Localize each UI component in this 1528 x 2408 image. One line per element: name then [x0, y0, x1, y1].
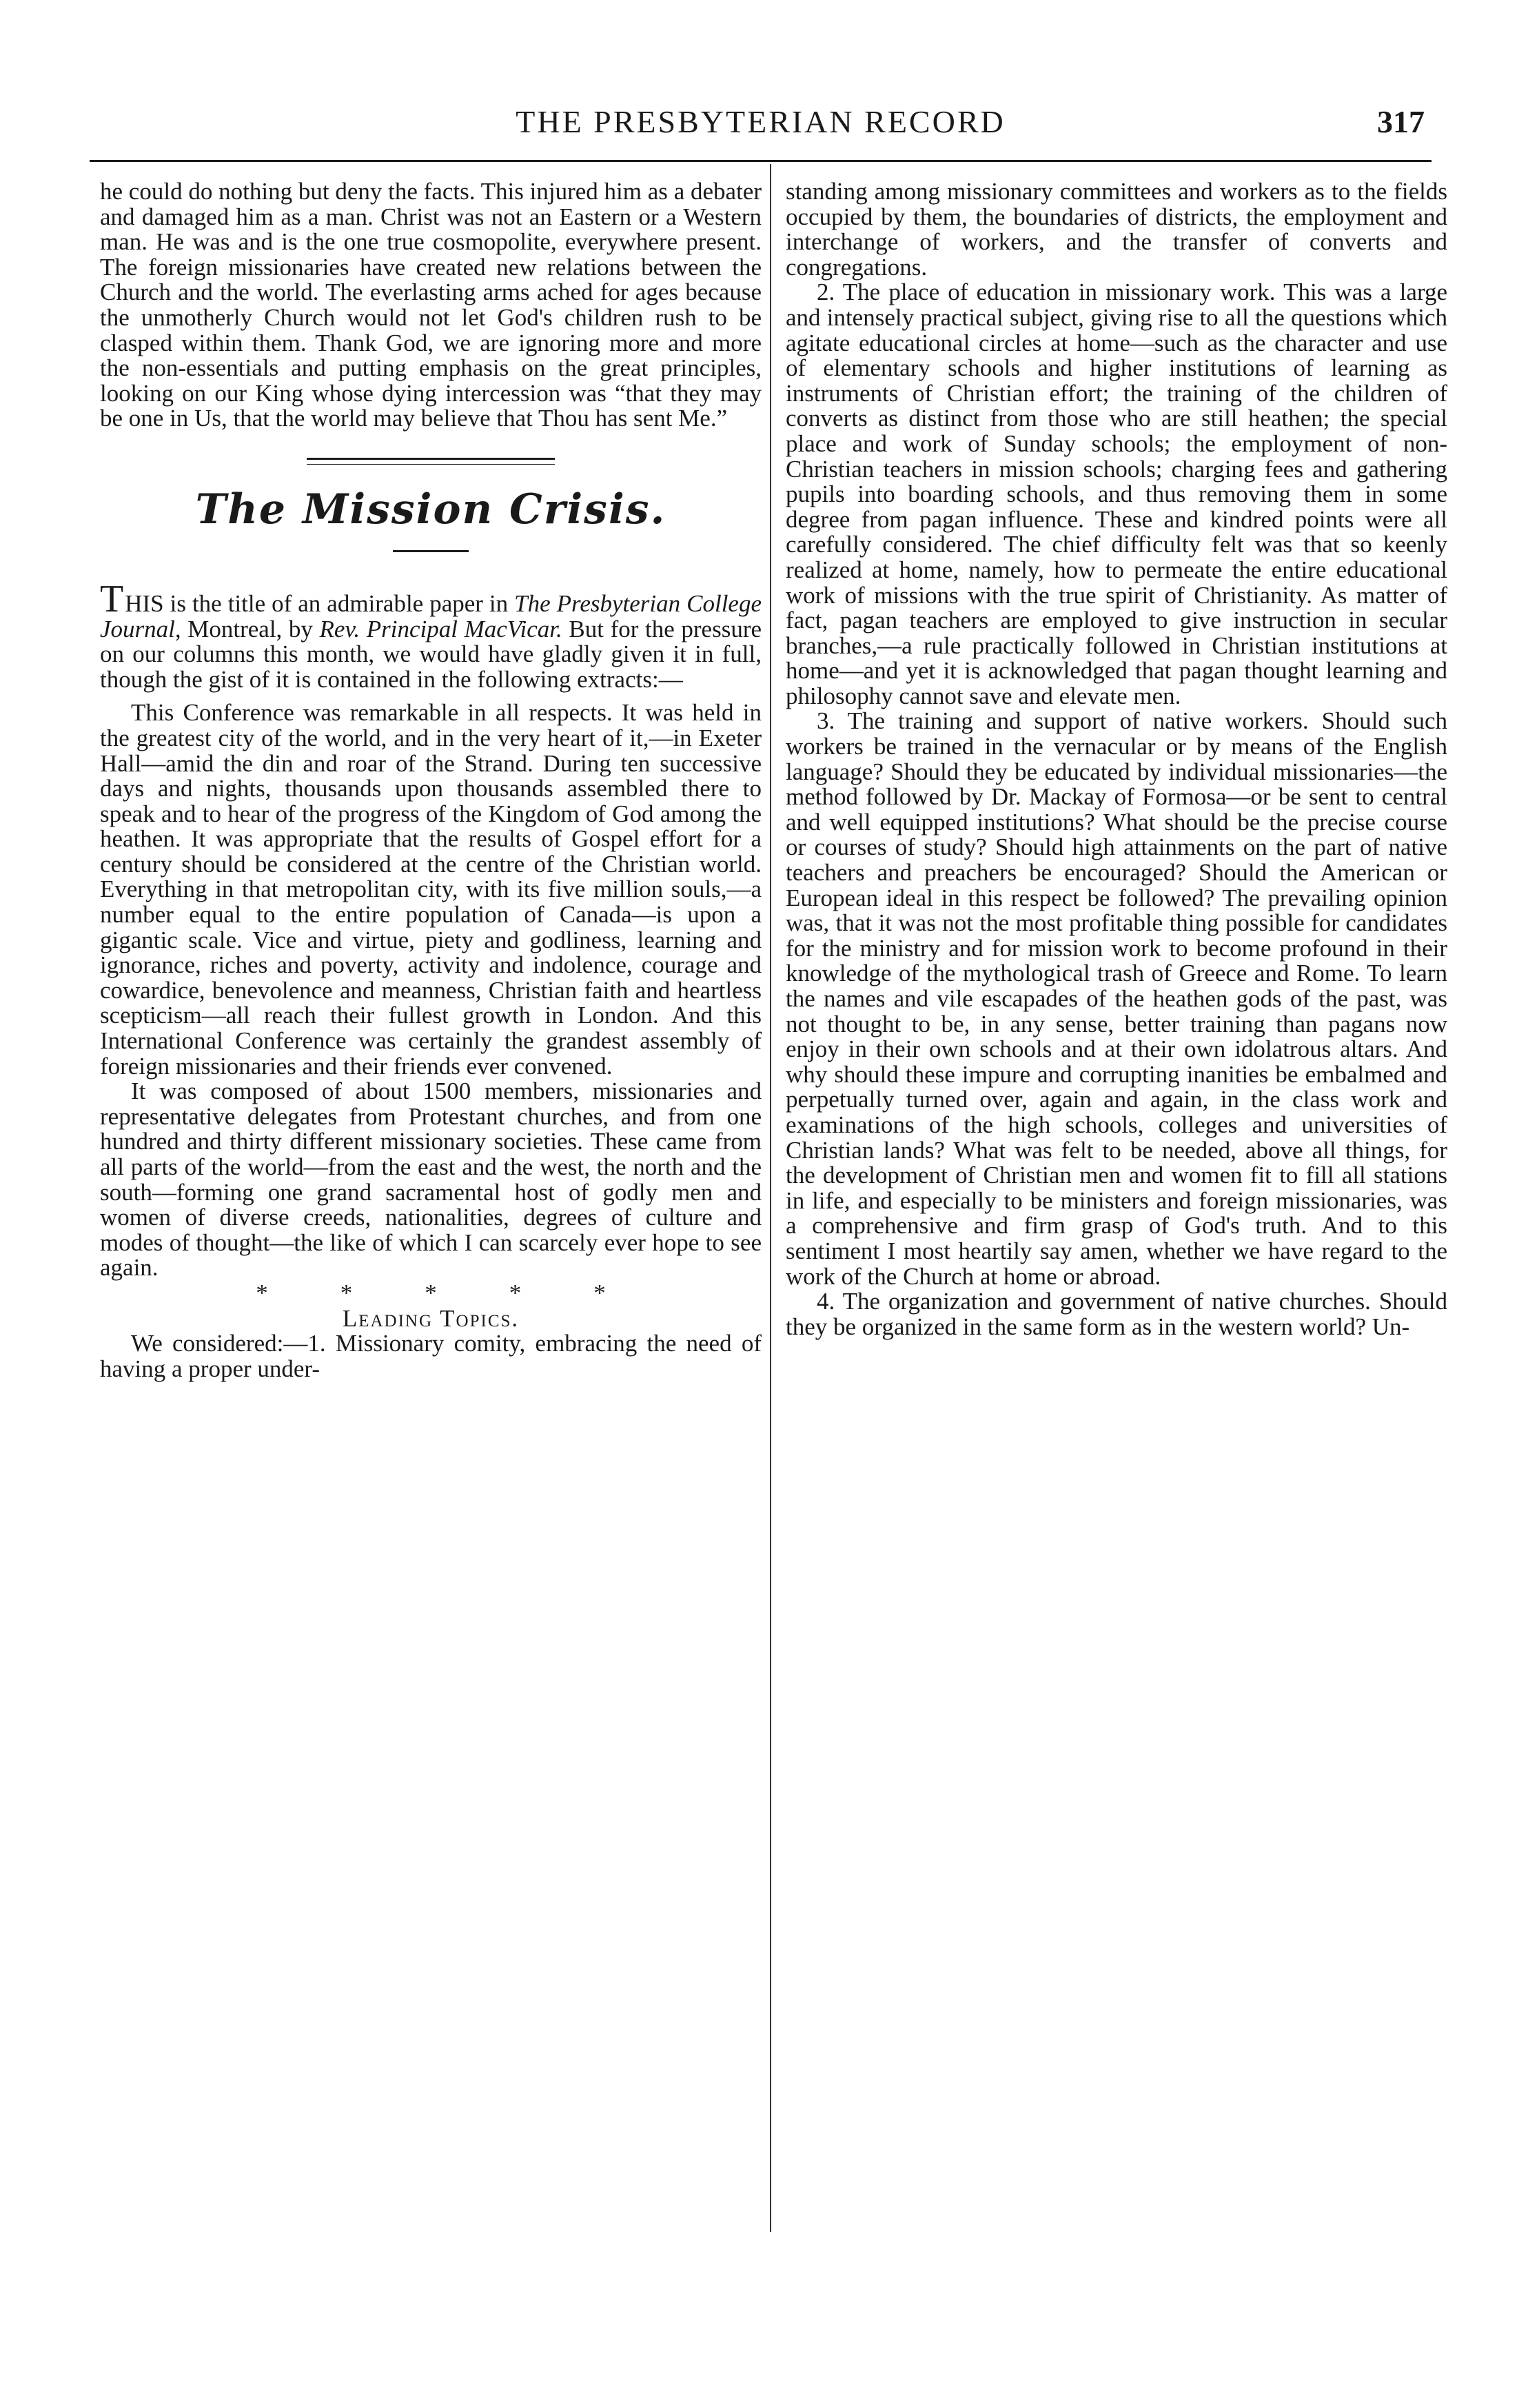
paragraph-education: 2. The place of education in missionary work. This was a large and intensely practical subject, giving rise to all the questions which agitate educational circles at home—such as the character and use of elementary schools and higher institutions of learning as instruments of Christian effort; the training of the children of converts as distinct from those who are still heathen; the special place and work of Sunday schools; the employment of non-Christian teachers in mission schools; charging fees and gathering pupils into boarding schools, and thus removing them in some degree from pagan influence. These and kindred points were all carefully considered. The chief difficulty felt was that so keenly realized at home, namely, how to permeate the entire educational work of missions with the true spirit of Christianity. As matter of fact, pagan teachers are employed to give instruction in secular branches,—a rule practically followed in Christian institutions at home—and yet it is acknowledged that pagan thought learning and philosophy cannot save and elevate men.	[786, 279, 1447, 709]
title-rule	[393, 550, 469, 552]
header-rule	[90, 160, 1432, 162]
drop-cap: T	[100, 577, 124, 620]
intro-text-c: But for the pressure on our columns this month, we would have gladly given it in full, though the gist of it is contained in the following extracts:—	[100, 615, 762, 693]
running-title: THE PRESBYTERIAN RECORD	[516, 104, 1006, 139]
right-column	[786, 179, 1447, 1339]
left-column	[100, 179, 762, 1382]
running-head	[96, 103, 1425, 142]
paragraph-comity-continued: standing among missionary committees and workers as to the fields occupied by them, the boundaries of districts, the employment and interchange of workers, and the transfer of converts and congregations.	[786, 178, 1447, 281]
intro-text-a: HIS is the title of an admirable paper in	[125, 589, 515, 617]
journal-name: The Presbyterian College Journal,	[100, 589, 762, 643]
section-stars: * * * * *	[256, 1279, 606, 1306]
paragraph-composition: It was composed of about 1500 members, missionaries and representative delegates from Protestant churches, and from one hundred and thirty different missionary societies. These came from all parts of the world—from the east and the west, the north and the south—forming one grand sacramental host of godly men and women of diverse creeds, nationalities, degrees of culture and modes of thought—the like of which I can scarcely ever hope to see again.	[100, 1077, 762, 1282]
page-number: 317	[1377, 104, 1425, 139]
author-name: Rev. Principal MacVicar.	[319, 615, 562, 643]
paragraph-native-workers: 3. The training and support of native workers. Should such workers be trained in the vernacular or by means of the English language? Should they be educated by individual missionaries—the method followed by Dr. Mackay of Formosa—or be sent to central and well equipped institutions? What should be the precise course or courses of study? Should high attainments on the part of native teachers and preachers be encouraged? Should the American or European ideal in this respect be followed? The prevailing opinion was, that it was not the most profitable thing possible for candidates for the ministry and for mission work to become profound in their knowledge of the mythological trash of Greece and Rome. To learn the names and vile escapades of the heathen gods of the past, was not thought to be, in any sense, better training than pagans now enjoy in their own schools and at their own idolatrous altars. And why should these impure and corrupting inanities be embalmed and perpetually turned over, again and again, in the class work and examinations of the high schools, colleges and universities of Christian lands? What was felt to be needed, above all things, for the development of Christian men and women fit to fill all stations in life, and especially to be ministers and foreign missionaries, was a comprehensive and firm grasp of God's truth. And to this sentiment I most heartily say amen, whether we have regard to the work of the Church at home or abroad.	[786, 707, 1447, 1290]
continuation-paragraph: he could do nothing but deny the facts. This injured him as a debater and damaged him as a man. Christ was not an Eastern or a Western man. He was and is the one true cosmopolite, everywhere present. The foreign missionaries have created new relations between the Church and the world. The everlasting arms ached for ages because the unmotherly Church would not let God's children rush to be clasped within them. Thank God, we are ignoring more and more the non-essentials and putting emphasis on the great principles, looking on our King whose dying intercession was “that they may be one in Us, that the world may believe that Thou has sent Me.”	[100, 178, 762, 432]
paragraph-considered: We considered:—1. Missionary comity, embracing the need of having a proper under-	[100, 1330, 762, 1382]
subhead-leading-topics: Leading Topics.	[342, 1304, 520, 1332]
intro-paragraph	[100, 577, 762, 693]
column-divider	[770, 164, 771, 2232]
ornament-rule	[307, 458, 555, 465]
intro-text-b: Montreal, by	[181, 615, 320, 643]
paragraph-conference: This Conference was remarkable in all respects. It was held in the greatest city of the world, and in the very heart of it,—in Exeter Hall—amid the din and roar of the Strand. During ten successive days and nights, thousands upon thousands assembled there to speak and to hear of the progress of the Kingdom of God among the heathen. It was appropriate that the results of Gospel effort for a century should be considered at the centre of the Christian world. Everything in that metropolitan city, with its five million souls,—a number equal to the entire population of Canada—is upon a gigantic scale. Vice and virtue, piety and godliness, learning and ignorance, riches and poverty, activity and indolence, courage and cowardice, benevolence and meanness, Christian faith and heartless scepticism—all reach their fullest growth in London. And this International Conference was certainly the grandest assembly of foreign missionaries and their friends ever convened.	[100, 699, 762, 1080]
paragraph-native-churches: 4. The organization and government of native churches. Should they be organized in the same form as in the western world? Un-	[786, 1288, 1447, 1340]
section-title: The Mission Crisis.	[195, 485, 666, 534]
